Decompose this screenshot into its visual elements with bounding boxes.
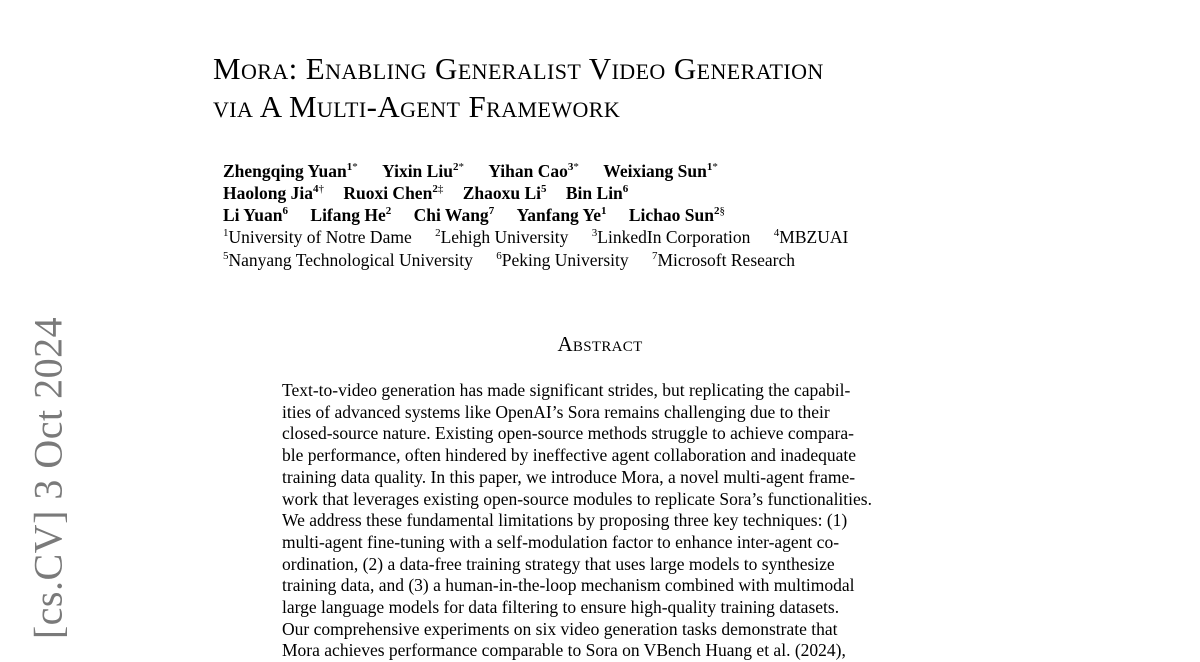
author-affil-sup: 3 — [567, 161, 574, 173]
affiliation: $^2$Lehigh University — [435, 227, 569, 247]
author-affil-sup: 2 — [385, 205, 392, 217]
author-affil-sup: 1 — [601, 205, 607, 217]
abstract-line: ble performance, often hindered by ineffective agent collaboration and inadequate — [282, 445, 857, 466]
abstract-line: We address these fundamental limitations by proposing three key techniques: (1) — [282, 510, 848, 531]
abstract-line: Our comprehensive experiments on six video generation tasks demonstrate that — [282, 618, 838, 639]
title-line: Mora: Enabling Generalist Video Generation — [213, 51, 824, 86]
affiliation: $^6$Peking University — [496, 250, 629, 270]
affiliation-row — [223, 249, 983, 272]
author: Bin Lin$^6$ — [565, 183, 629, 203]
author-affil-sup: 1 — [706, 161, 713, 173]
author-affil-sup: 6 — [622, 183, 629, 195]
author: Ruoxi Chen$^{2\ddagger}$ — [343, 183, 444, 203]
affiliation: $^3$LinkedIn Corporation — [591, 227, 751, 247]
author: Zhaoxu Li$^5$ — [462, 183, 547, 203]
abstract-line: Mora achieves performance comparable to Sora on VBench Huang et al. (2024), — [282, 640, 846, 661]
abstract-line: training data, and (3) a human-in-the-loop mechanism combined with multimodal — [282, 575, 855, 596]
abstract-line: large language models for data filtering to ensure high-quality training datasets. — [282, 597, 840, 618]
author-affil-sup: 4 — [312, 183, 319, 195]
abstract-line: Text-to-video generation has made significant strides, but replicating the capabil- — [282, 380, 851, 400]
abstract-line: ities of advanced systems like OpenAI’s Sora remains challenging due to their — [282, 401, 830, 422]
author: Chi Wang$^7$ — [413, 205, 495, 225]
author-affil-sup: 1 — [346, 161, 353, 173]
author-affil-sup: 2 — [432, 183, 438, 195]
arxiv-side-stamp: [cs.CV] 3 Oct 2024 — [25, 316, 71, 640]
abstract-line: multi-agent fine-tuning with a self-modulation factor to enhance inter-agent co- — [282, 531, 840, 552]
author-mark: * — [573, 161, 579, 173]
author-row — [223, 160, 983, 182]
author: Yihan Cao$^{3*}$ — [488, 161, 579, 181]
affiliation: $^4$MBZUAI — [773, 227, 849, 247]
affiliation: $^5$Nanyang Technological University — [223, 250, 473, 270]
abstract-heading: Abstract — [557, 332, 643, 356]
author-affil-sup: 2 — [713, 205, 720, 217]
author: Weixiang Sun$^{1*}$ — [603, 161, 718, 181]
abstract-line: training data quality. In this paper, we introduce Mora, a novel multi-agent frame- — [282, 466, 856, 487]
author-row — [223, 182, 983, 204]
author-block — [223, 160, 983, 272]
author-affil-sup: 6 — [282, 205, 289, 217]
author-affil-sup: 7 — [488, 205, 495, 217]
title-line: via A Multi-Agent Framework — [213, 89, 621, 124]
author-mark: § — [719, 205, 725, 217]
affiliation: $^7$Microsoft Research — [651, 250, 796, 270]
affiliation-row — [223, 226, 983, 249]
author: Haolong Jia$^{4\dagger}$ — [223, 183, 324, 203]
abstract-line: ordination, (2) a data-free training strategy that uses large models to synthesize — [282, 553, 835, 574]
paper-title — [213, 50, 1113, 126]
author-mark: † — [318, 183, 324, 195]
abstract-line: closed-source nature. Existing open-source methods struggle to achieve compara- — [282, 423, 854, 444]
author-mark: * — [352, 161, 358, 173]
author: Lifang He$^2$ — [310, 205, 392, 225]
author: Lichao Sun$^{2\S}$ — [628, 205, 725, 225]
abstract-line: work that leverages existing open-source modules to replicate Sora’s functionalities. — [282, 488, 872, 509]
abstract-body — [282, 380, 922, 662]
author-affil-sup: 5 — [541, 183, 547, 195]
author: Zhengqing Yuan$^{1*}$ — [223, 161, 358, 181]
author-affil-sup: 2 — [452, 161, 459, 173]
author: Yixin Liu$^{2*}$ — [382, 161, 464, 181]
author-row — [223, 204, 983, 226]
author: Yanfang Ye$^1$ — [516, 205, 607, 225]
author: Li Yuan$^6$ — [223, 205, 289, 225]
author-mark: * — [712, 161, 718, 173]
affiliation: $^1$University of Notre Dame — [223, 227, 412, 247]
author-mark: ‡ — [437, 183, 444, 195]
author-mark: * — [458, 161, 464, 173]
